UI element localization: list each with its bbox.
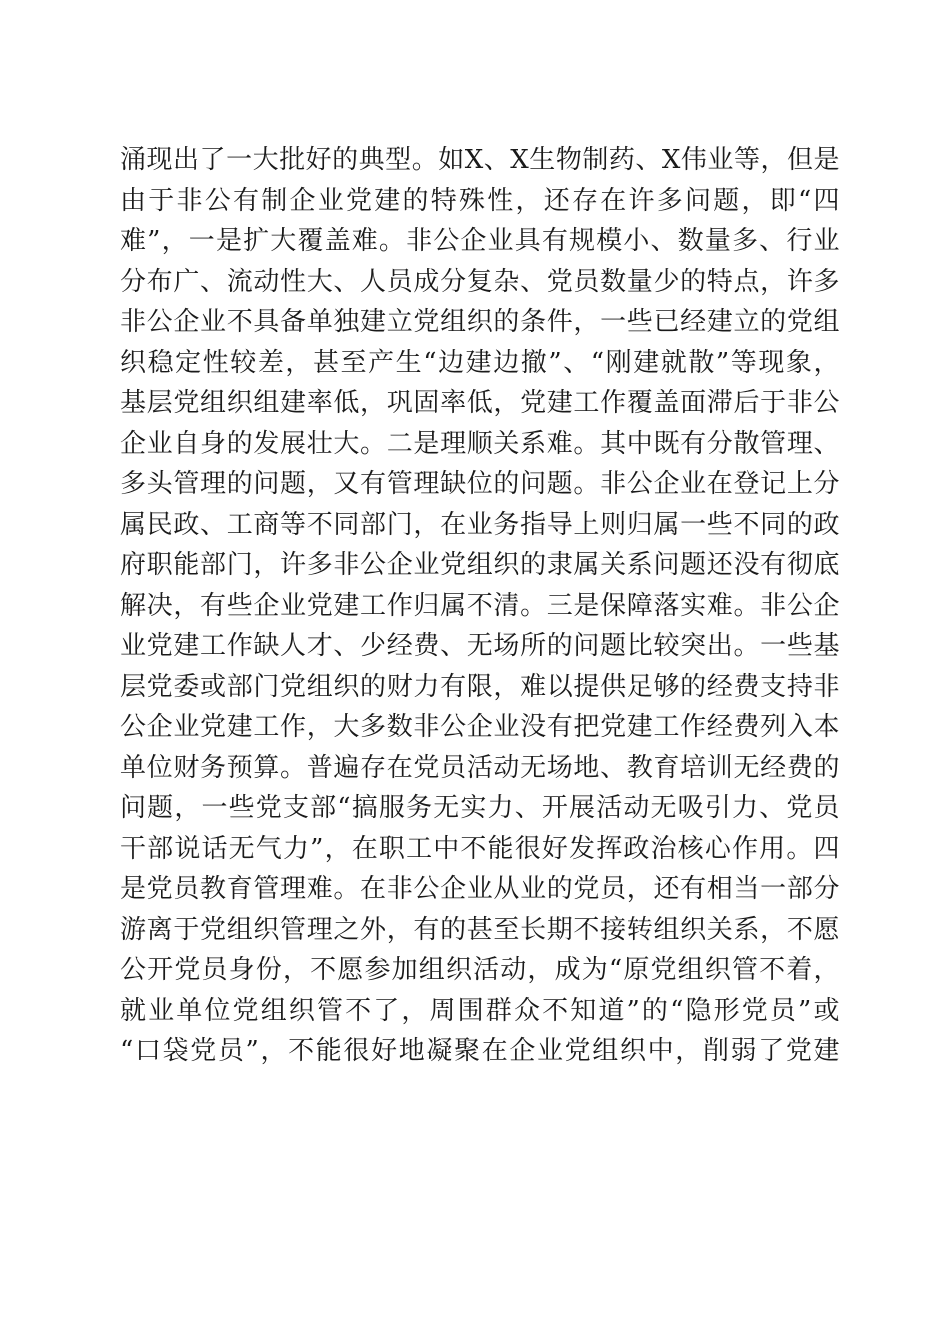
text-line: 公企业党建工作，大多数非公企业没有把党建工作经费列入本 [120,712,840,742]
text-line: 府职能部门，许多非公企业党组织的隶属关系问题还没有彻底 [120,550,840,580]
text-line: 业党建工作缺人才、少经费、无场所的问题比较突出。一些基 [120,631,840,661]
text-line: 公开党员身份，不愿参加组织活动，成为“原党组织管不着， [120,955,840,985]
text-line: 涌现出了一大批好的典型。如X、X生物制药、X伟业等，但是 [120,145,840,175]
text-line: 是党员教育管理难。在非公企业从业的党员，还有相当一部分 [120,874,840,904]
text-line: 非公企业不具备单独建立党组织的条件，一些已经建立的党组 [120,307,840,337]
text-line: 企业自身的发展壮大。二是理顺关系难。其中既有分散管理、 [120,428,840,459]
text-line: 干部说话无气力”，在职工中不能很好发挥政治核心作用。四 [120,833,840,864]
text-line: 层党委或部门党组织的财力有限，难以提供足够的经费支持非 [120,671,840,702]
text-line: 就业单位党组织管不了，周围群众不知道”的“隐形党员”或 [120,995,840,1026]
text-line: 分布广、流动性大、人员成分复杂、党员数量少的特点，许多 [120,266,840,297]
text-line: 多头管理的问题，又有管理缺位的问题。非公企业在登记上分 [120,469,840,499]
body-paragraph [120,140,840,1072]
text-line: 难”，一是扩大覆盖难。非公企业具有规模小、数量多、行业 [120,226,840,256]
text-line: 织稳定性较差，甚至产生“边建边撤”、“刚建就散”等现象， [120,347,840,378]
text-line: “口袋党员”，不能很好地凝聚在企业党组织中，削弱了党建 [120,1036,840,1066]
text-line: 游离于党组织管理之外，有的甚至长期不接转组织关系，不愿 [120,914,840,945]
text-line: 问题，一些党支部“搞服务无实力、开展活动无吸引力、党员 [120,793,840,823]
text-line: 属民政、工商等不同部门，在业务指导上则归属一些不同的政 [120,509,840,540]
text-line: 由于非公有制企业党建的特殊性，还存在许多问题，即“四 [120,185,840,216]
text-line: 基层党组织组建率低，巩固率低，党建工作覆盖面滞后于非公 [120,388,840,418]
text-line: 解决，有些企业党建工作归属不清。三是保障落实难。非公企 [120,590,840,621]
text-line: 单位财务预算。普遍存在党员活动无场地、教育培训无经费的 [120,752,840,783]
